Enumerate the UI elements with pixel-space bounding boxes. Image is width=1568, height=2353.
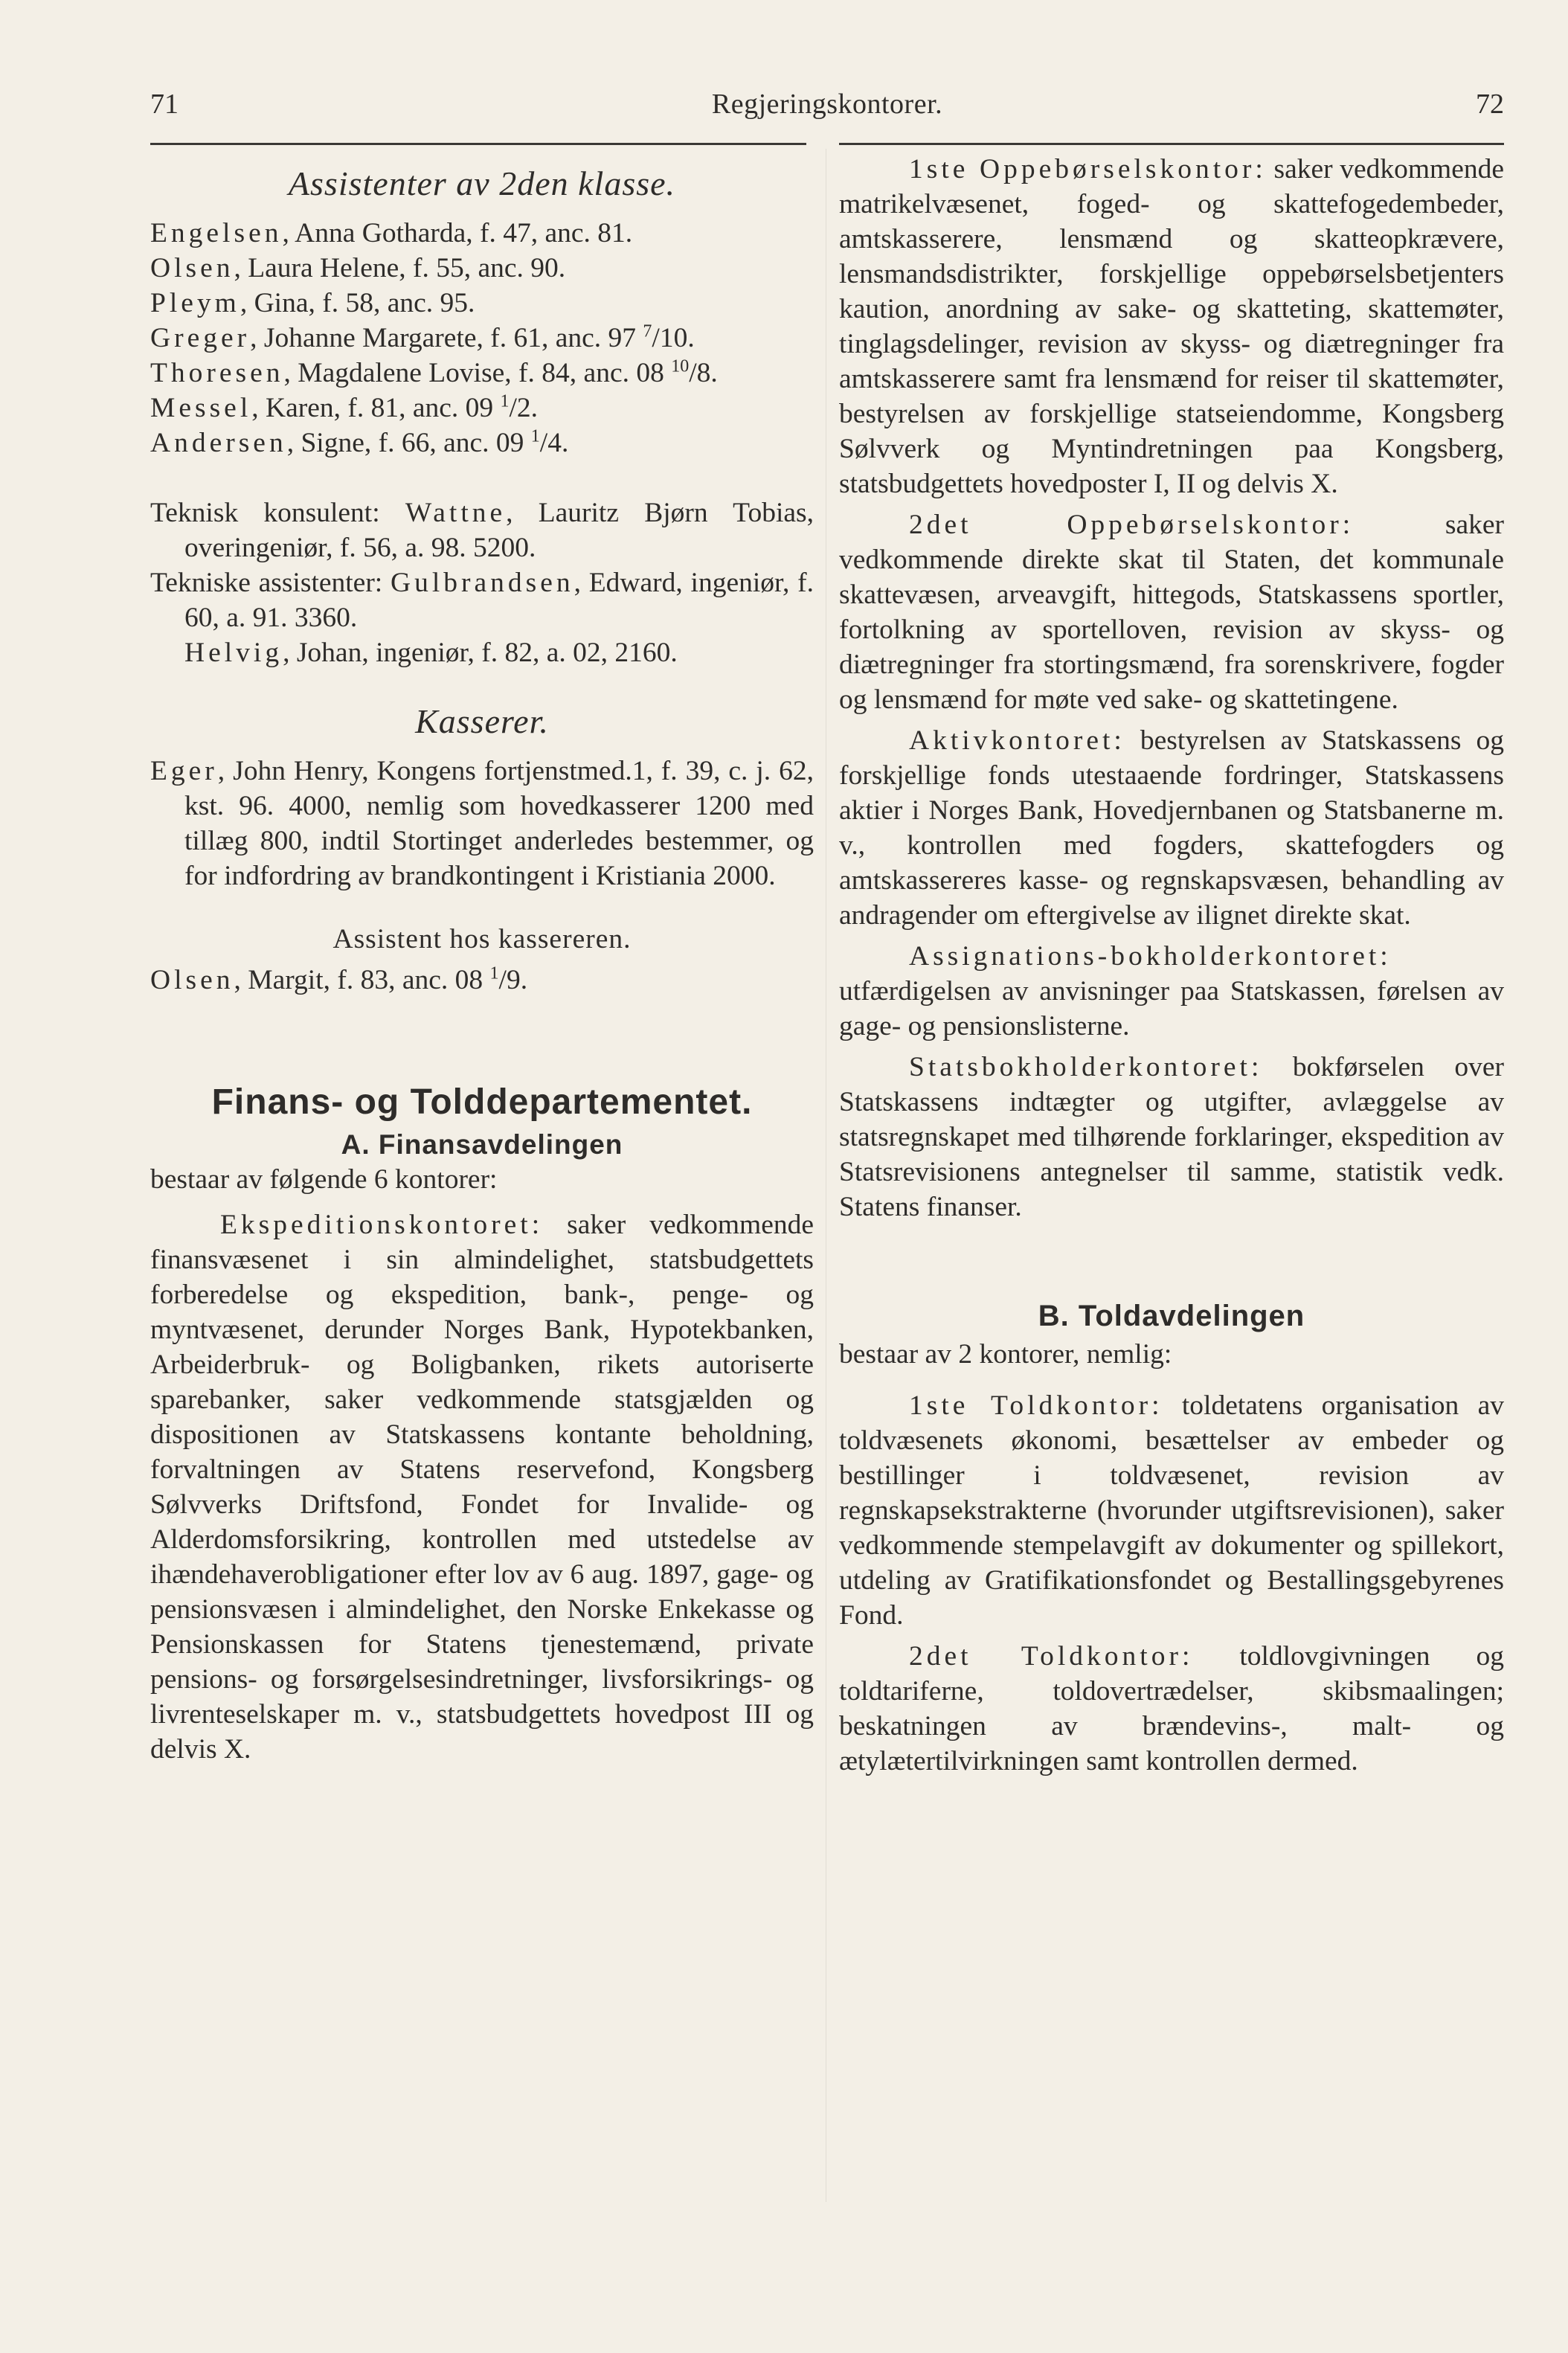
list-item: Greger, Johanne Margarete, f. 61, anc. 97 $^7$/10. [150, 321, 695, 353]
right-column [839, 152, 1504, 1779]
list-item: Engelsen, Anna Gotharda, f. 47, anc. 81. [150, 218, 633, 248]
left-page-number: 71 [150, 89, 179, 120]
technical-consultant: Teknisk konsulent: Wattne, Lauritz Bjørn Tobias, overingeniør, f. 56, a. 98. 5200. [150, 498, 814, 563]
cashier-entry: Eger, John Henry, Kongens fortjenstmed.1, f. 39, c. j. 62, kst. 96. 4000, nemlig som hovedkasserer 1200 med tillæg 800, indtil Stortinget anderledes bestemmer, og for indfordring av brandkontingent i Kristiania 2000. [150, 756, 814, 891]
customs-division-intro: bestaar av 2 kontorer, nemlig: [839, 1339, 1172, 1370]
list-item: Messel, Karen, f. 81, anc. 09 $^1$/2. [150, 391, 539, 423]
assignation-office-text: Assignations-bokholderkontoret: utfærdigelsen av anvisninger paa Statskassen, førelsen av gage- og pensionslisterne. [839, 941, 1504, 1041]
header-rule-left [150, 143, 806, 145]
list-item: Thoresen, Magdalene Lovise, f. 84, anc. 08 $^{10}$/8. [150, 356, 718, 388]
technical-assistants-label: Tekniske assistenter: Gulbrandsen, Edward, ingeniør, f. 60, a. 91. 3360. [150, 568, 814, 633]
customs-office-1-text: 1ste Toldkontor: toldetatens organisation av toldvæsenets økonomi, besættelser av embeder og bestillinger i toldvæsenet, revision av regnskapsekstrakterne (hvorunder utgiftsrevisionen), saker vedkommende stempelavgift av dokumenter og spillekort, utdeling av Gratifikationsfondet og Bestallingsgebyrenes Fond. [839, 1390, 1504, 1631]
left-column [150, 152, 814, 1767]
assistants-list [150, 216, 814, 460]
right-page-number: 72 [1476, 89, 1504, 120]
state-accounts-office-text: Statsbokholderkontoret: bokførselen over Statskassens indtægter og utgifter, avlæggelse av statsregnskapet med tilhørende forklaringer, ekspedition av Statsrevisionens antegnelser til samme, statistik vedk. Statens finanser. [839, 1052, 1504, 1222]
running-title: Regjeringskontorer. [711, 89, 943, 120]
finance-division-heading: A. Finansavdelingen [341, 1129, 623, 1160]
header-rule-right [839, 143, 1504, 145]
running-header [150, 88, 1504, 132]
list-item: Andersen, Signe, f. 66, anc. 09 $^1$/4. [150, 426, 569, 458]
receipts-office-2-text: 2det Oppebørselskontor: saker vedkommende direkte skat til Staten, det kommunale skattevæsen, arveavgift, hittegods, Statskassens sportler, fortolkning av sportelloven, revision av skyss- og diætregninger fra stortingsmænd, fra sorenskrivere, fogder og lensmænd for møte ved sake- og skattetingene. [839, 510, 1504, 715]
list-item: Olsen, Laura Helene, f. 55, anc. 90. [150, 253, 566, 283]
expedition-office-text: Ekspeditionskontoret: saker vedkommende finansvæsenet i sin almindelighet, statsbudgettets forberedelse og ekspedition, bank-, penge- og myntvæsenet, derunder Norges Bank, Hypotekbanken, Arbeiderbruk- og Boligbanken, rikets autoriserte sparebanker, saker vedkommende statsgjælden og dispositionen av Statskassens kontante beholdning, forvaltningen av Statens reservefond, Kongsberg Sølvverks Driftsfond, Fondet for Invalide- og Alderdomsforsikring, kontrollen med utstedelse av ihændehaverobligationer efter lov av 6 aug. 1897, gage- og pensionsvæsen i almindelighet, den Norske Enkekasse og Pensionskassen for Statens tjenestemænd, private pensions- og forsørgelsesindretninger, livsforsikrings- og livrenteselskaper m. v., statsbudgettets hovedpost III og delvis X. [150, 1210, 814, 1765]
customs-office-2-text: 2det Toldkontor: toldlovgivningen og toldtariferne, toldovertrædelser, skibsmaalingen; beskatningen av brændevins-, malt- og ætylætertilvirkningen samt kontrollen dermed. [839, 1641, 1504, 1776]
receipts-office-1-text: 1ste Oppebørselskontor: saker vedkommende matrikelvæsenet, foged- og skattefogedembeder, amtskasserere, lensmænd og skatteopkrævere, lensmandsdistrikter, forskjellige oppebørselsbetjenters kaution, anordning av sake- og skatteting, skattemøter, tinglagsdelinger, revision av skyss- og diætregninger fra amtskasserere samt fra lensmænd for reiser til skattemøter, bestyrelsen av forskjellige statseiendomme, Kongsberg Sølvverk og Myntindretningen paa Kongsberg, statsbudgettets hovedposter I, II og delvis X. [839, 154, 1505, 499]
assistants-heading: Assistenter av 2den klasse. [288, 164, 676, 202]
customs-division-heading: B. Toldavdelingen [1038, 1300, 1305, 1332]
finance-division-intro: bestaar av følgende 6 kontorer: [150, 1164, 498, 1195]
technical-assistant-entry: Helvig, Johan, ingeniør, f. 82, a. 02, 2160. [184, 638, 678, 668]
list-item: Pleym, Gina, f. 58, anc. 95. [150, 288, 475, 318]
assets-office-text: Aktivkontoret: bestyrelsen av Statskassens og forskjellige fonds utestaaende fordringer, Statskassens aktier i Norges Bank, Hovedjernbanen og Statsbanerne m. v., kontrollen med fogders, skattefogders og amtskassereres kasse- og regnskapsvæsen, behandling av andragender om eftergivelse av ilignet direkte skat. [839, 725, 1504, 931]
cashier-assistant-entry: Olsen, Margit, f. 83, anc. 08 $^1$/9. [150, 963, 528, 995]
cashier-heading: Kasserer. [415, 702, 549, 740]
department-heading: Finans- og Tolddepartementet. [211, 1082, 753, 1122]
cashier-assistant-heading: Assistent hos kassereren. [332, 924, 632, 954]
